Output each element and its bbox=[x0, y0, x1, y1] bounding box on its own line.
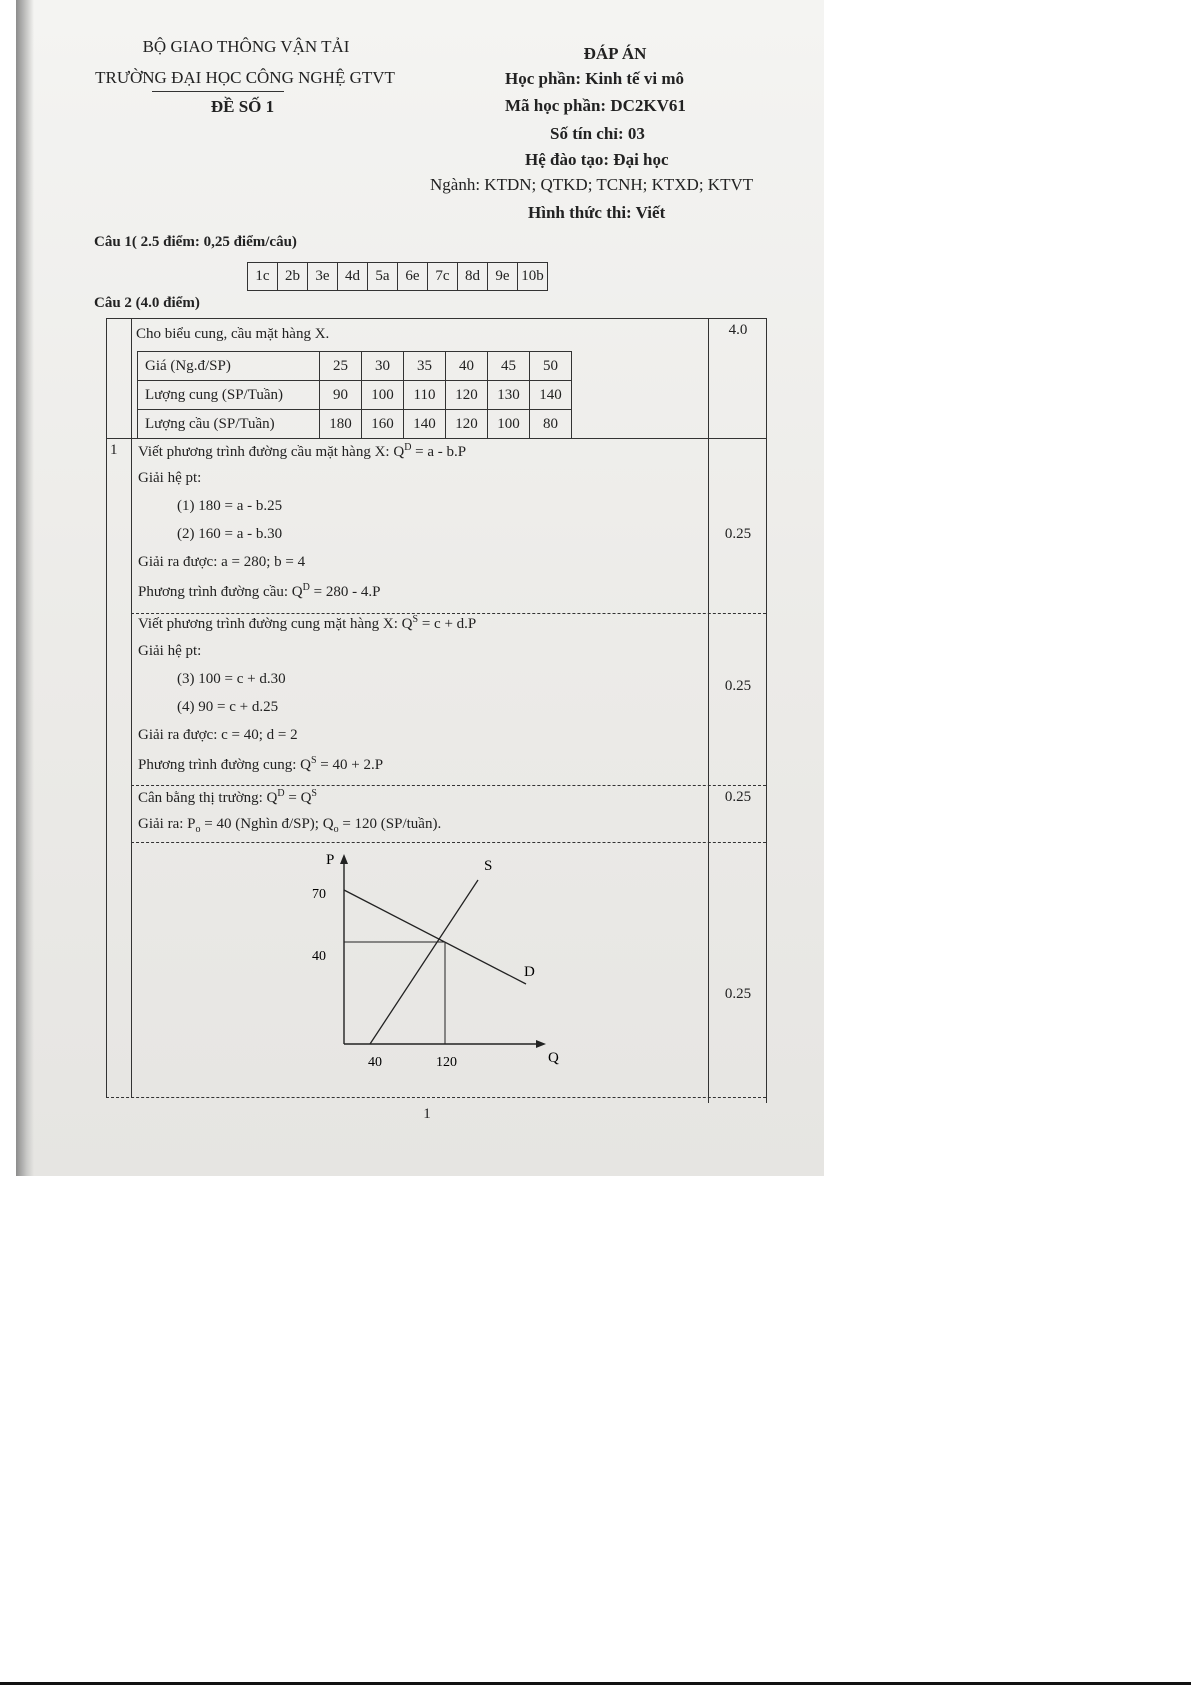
demand-equation-1: (1) 180 = a - b.25 bbox=[177, 498, 283, 514]
supply-value-cell: 130 bbox=[488, 381, 530, 410]
tick-label-q-120: 120 bbox=[436, 1055, 457, 1070]
demand-value-cell: 160 bbox=[362, 410, 404, 439]
supply-heading bbox=[138, 614, 476, 633]
question-2-title: Câu 2 (4.0 điểm) bbox=[94, 295, 200, 311]
p-axis-arrow bbox=[340, 854, 348, 864]
price-row bbox=[138, 352, 572, 381]
supply-demand-graph bbox=[300, 848, 590, 1078]
graph-score: 0.25 bbox=[724, 986, 752, 1002]
answer-cell: 3e bbox=[308, 263, 338, 291]
demand-value-cell: 80 bbox=[530, 410, 572, 439]
answer-cell: 1c bbox=[248, 263, 278, 291]
demand-solve-label: Giải hệ pt: bbox=[138, 470, 202, 486]
equilibrium-sup-s: S bbox=[311, 788, 317, 799]
demand-row bbox=[138, 410, 572, 439]
answer-cell: 9e bbox=[488, 263, 518, 291]
school-name: TRƯỜNG ĐẠI HỌC CÔNG NGHỆ GTVT bbox=[95, 68, 395, 87]
answer-cell: 8d bbox=[458, 263, 488, 291]
answer-cell: 5a bbox=[368, 263, 398, 291]
demand-label: Lượng cầu (SP/Tuần) bbox=[138, 410, 320, 439]
prices-value-cell: 50 bbox=[530, 352, 572, 381]
exam-form: Hình thức thi: Viết bbox=[528, 203, 666, 222]
supply-heading-sup: S bbox=[412, 614, 419, 625]
supply-heading-text: Viết phương trình đường cung mặt hàng X: Q bbox=[138, 616, 413, 632]
supply-final bbox=[138, 755, 383, 774]
demand-equation-2: (2) 160 = a - b.30 bbox=[177, 526, 283, 542]
supply-equation-4: (4) 90 = c + d.25 bbox=[177, 699, 279, 715]
q-axis-arrow bbox=[536, 1040, 546, 1048]
supply-label: Lượng cung (SP/Tuần) bbox=[138, 381, 320, 410]
equilibrium-sub-q: o bbox=[333, 824, 339, 835]
curve-label-d: D bbox=[524, 964, 535, 980]
course-code: Mã học phần: DC2KV61 bbox=[505, 96, 686, 115]
axis-label-p: P bbox=[326, 852, 335, 868]
credits: Số tín chỉ: 03 bbox=[550, 124, 645, 143]
demand-heading-sup: D bbox=[404, 442, 412, 453]
training-program: Hệ đào tạo: Đại học bbox=[525, 150, 669, 169]
supply-row bbox=[138, 381, 572, 410]
table-col-divider bbox=[131, 318, 132, 1098]
table-left-border bbox=[106, 318, 107, 1098]
equilibrium-result-b: = 40 (Nghìn đ/SP); Q bbox=[200, 816, 334, 832]
supply-final-sup: S bbox=[310, 755, 317, 766]
axis-label-q: Q bbox=[548, 1050, 559, 1066]
equilibrium-result-c: = 120 (SP/tuần). bbox=[338, 816, 442, 832]
supply-value-cell: 90 bbox=[320, 381, 362, 410]
question-1-title: Câu 1( 2.5 điểm: 0,25 điểm/câu) bbox=[94, 234, 297, 250]
supply-curve bbox=[370, 880, 478, 1044]
part-number: 1 bbox=[110, 442, 118, 458]
demand-heading bbox=[138, 442, 466, 461]
demand-value-cell: 120 bbox=[446, 410, 488, 439]
school-underline bbox=[152, 91, 284, 92]
dashed-divider-3 bbox=[131, 842, 766, 843]
prices-value-cell: 25 bbox=[320, 352, 362, 381]
curve-label-s: S bbox=[484, 858, 493, 874]
course-name: Học phần: Kinh tế vi mô bbox=[505, 69, 684, 88]
equilibrium-heading bbox=[138, 788, 317, 807]
supply-value-cell: 100 bbox=[362, 381, 404, 410]
answer-cell: 7c bbox=[428, 263, 458, 291]
majors: Ngành: KTDN; QTKD; TCNH; KTXD; KTVT bbox=[430, 175, 754, 194]
answer-cell: 4d bbox=[338, 263, 368, 291]
demand-final-eq: = 280 - 4.P bbox=[309, 584, 381, 600]
supply-value-cell: 140 bbox=[530, 381, 572, 410]
demand-curve bbox=[344, 890, 526, 984]
prices-value-cell: 35 bbox=[404, 352, 446, 381]
demand-value-cell: 140 bbox=[404, 410, 446, 439]
page-number: 1 bbox=[423, 1106, 431, 1122]
exam-number: ĐỀ SỐ 1 bbox=[210, 97, 275, 116]
supply-value-cell: 120 bbox=[446, 381, 488, 410]
table-right-border bbox=[766, 318, 767, 1103]
supply-final-text: Phương trình đường cung: Q bbox=[138, 757, 311, 773]
tick-label-q-40: 40 bbox=[368, 1055, 382, 1070]
tick-label-p-70: 70 bbox=[312, 887, 326, 902]
supply-equation-3: (3) 100 = c + d.30 bbox=[177, 671, 286, 687]
prices-value-cell: 30 bbox=[362, 352, 404, 381]
question-1-answer-table bbox=[247, 262, 548, 291]
equilibrium-heading-mid: = Q bbox=[284, 790, 312, 806]
equilibrium-result bbox=[138, 816, 441, 835]
equilibrium-score: 0.25 bbox=[724, 789, 752, 805]
supply-final-eq: = 40 + 2.P bbox=[316, 757, 384, 773]
demand-final-text: Phương trình đường cầu: Q bbox=[138, 584, 303, 600]
demand-value-cell: 180 bbox=[320, 410, 362, 439]
equilibrium-sup-d: D bbox=[277, 788, 285, 799]
answer-cell: 6e bbox=[398, 263, 428, 291]
document-title: ĐÁP ÁN bbox=[583, 44, 647, 63]
prices-value-cell: 40 bbox=[446, 352, 488, 381]
equilibrium-result-a: Giải ra: P bbox=[138, 816, 196, 832]
supply-solve-label: Giải hệ pt: bbox=[138, 643, 202, 659]
table-top-border bbox=[106, 318, 766, 319]
supply-score: 0.25 bbox=[724, 678, 752, 694]
score-col-divider bbox=[708, 318, 709, 1103]
paper-shadow-edge bbox=[16, 0, 34, 1176]
supply-heading-eq: = c + d.P bbox=[418, 616, 477, 632]
supply-result: Giải ra được: c = 40; d = 2 bbox=[138, 727, 298, 743]
prices-value-cell: 45 bbox=[488, 352, 530, 381]
demand-value-cell: 100 bbox=[488, 410, 530, 439]
ministry-name: BỘ GIAO THÔNG VẬN TẢI bbox=[142, 37, 350, 56]
supply-value-cell: 110 bbox=[404, 381, 446, 410]
equilibrium-heading-text: Cân bằng thị trường: Q bbox=[138, 790, 278, 806]
demand-final-sup: D bbox=[302, 582, 310, 593]
demand-result: Giải ra được: a = 280; b = 4 bbox=[138, 554, 306, 570]
answer-cell: 2b bbox=[278, 263, 308, 291]
price-label: Giá (Ng.đ/SP) bbox=[138, 352, 320, 381]
dashed-divider-bottom bbox=[106, 1097, 766, 1098]
equilibrium-sub-p: o bbox=[195, 824, 201, 835]
total-score: 4.0 bbox=[728, 322, 748, 338]
demand-score: 0.25 bbox=[724, 526, 752, 542]
answer-cell: 10b bbox=[518, 263, 548, 291]
schedule-intro: Cho biểu cung, cầu mặt hàng X. bbox=[136, 326, 330, 342]
answer-row bbox=[248, 263, 548, 291]
dashed-divider-2 bbox=[131, 785, 766, 786]
supply-demand-schedule bbox=[137, 351, 572, 439]
tick-label-p-40: 40 bbox=[312, 949, 326, 964]
demand-heading-text: Viết phương trình đường cầu mặt hàng X: Q bbox=[138, 444, 405, 460]
demand-final bbox=[138, 582, 380, 601]
demand-heading-eq: = a - b.P bbox=[411, 444, 467, 460]
